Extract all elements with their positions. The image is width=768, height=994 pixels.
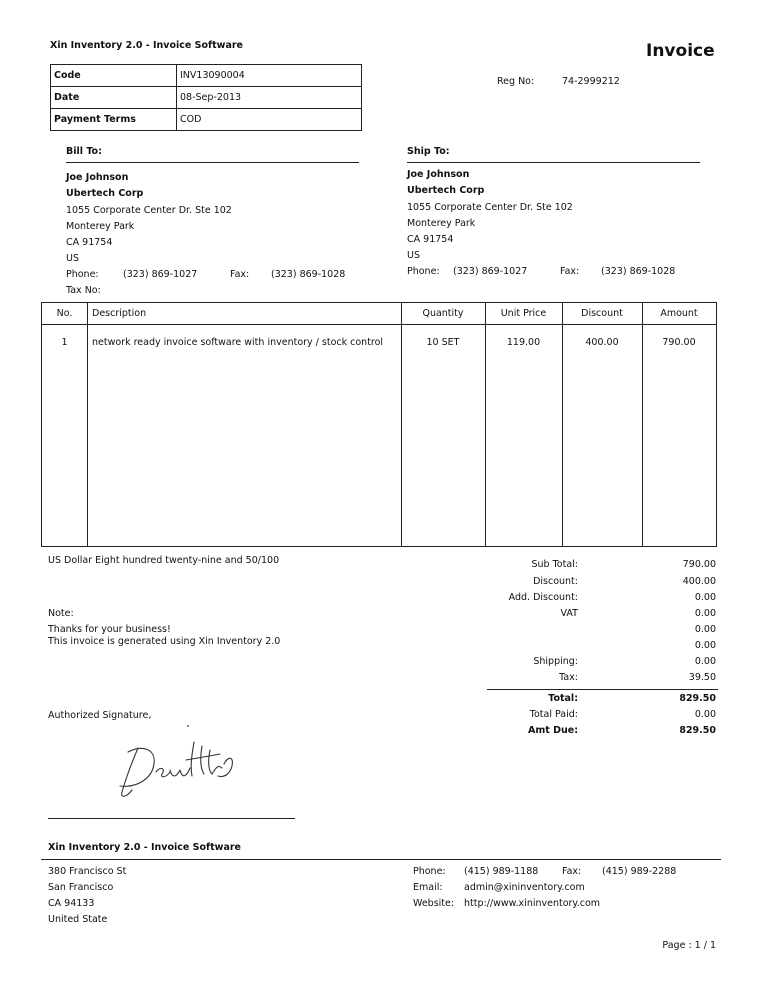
footer-state-zip: CA 94133 <box>48 898 95 909</box>
code-value: INV13090004 <box>177 65 362 87</box>
bill-to-city: Monterey Park <box>66 221 135 232</box>
date-label: Date <box>51 87 177 109</box>
total-value: 829.50 <box>679 693 716 704</box>
bill-to-country: US <box>66 253 79 264</box>
reg-no-value: 74-2999212 <box>562 76 620 87</box>
ship-to-phone: (323) 869-1027 <box>453 266 528 277</box>
note-line-1: Thanks for your business! <box>48 624 171 635</box>
footer-city: San Francisco <box>48 882 114 893</box>
header-quantity: Quantity <box>422 308 464 319</box>
shipping-value: 0.00 <box>694 656 716 667</box>
subtotal-label: Sub Total: <box>531 559 578 570</box>
row-discount: 400.00 <box>585 337 619 348</box>
footer-fax: (415) 989-2288 <box>602 866 677 877</box>
amount-due-value: 829.50 <box>679 725 716 736</box>
footer-company: Xin Inventory 2.0 - Invoice Software <box>48 842 242 853</box>
footer-website: http://www.xininventory.com <box>464 898 601 909</box>
bill-to-divider <box>66 162 359 163</box>
footer-website-label: Website: <box>413 898 455 909</box>
row-description: network ready invoice software with inventory / stock control <box>92 337 384 348</box>
vat-label: VAT <box>560 608 578 619</box>
note-label: Note: <box>48 608 74 619</box>
info-row-code <box>51 65 362 87</box>
amount-in-words: US Dollar Eight hundred twenty-nine and 50/100 <box>48 555 280 566</box>
bill-to-state-zip: CA 91754 <box>66 237 113 248</box>
payment-terms-value: COD <box>177 109 362 131</box>
discount-value: 400.00 <box>682 576 716 587</box>
footer-country: United State <box>48 914 108 925</box>
note-line-2: This invoice is generated using Xin Inventory 2.0 <box>48 636 281 647</box>
column-divider <box>87 303 88 546</box>
footer-address: 380 Francisco St <box>48 866 127 877</box>
total-label: Total: <box>548 693 578 704</box>
footer-email-label: Email: <box>413 882 443 893</box>
bill-to-fax-label: Fax: <box>230 269 250 280</box>
ship-to-country: US <box>407 250 420 261</box>
add-discount-label: Add. Discount: <box>508 592 578 603</box>
bill-to-tax-label: Tax No: <box>66 285 101 296</box>
code-label: Code <box>51 65 177 87</box>
vat-value: 0.00 <box>694 608 716 619</box>
app-title: Xin Inventory 2.0 - Invoice Software <box>50 40 244 51</box>
total-paid-label: Total Paid: <box>529 709 578 720</box>
discount-label: Discount: <box>533 576 578 587</box>
header-description: Description <box>92 308 147 319</box>
header-no: No. <box>56 308 73 319</box>
payment-terms-label: Payment Terms <box>51 109 177 131</box>
row-amount: 790.00 <box>662 337 696 348</box>
row-quantity: 10 SET <box>426 337 460 348</box>
header-amount: Amount <box>660 308 698 319</box>
totals-divider <box>487 689 718 690</box>
footer-fax-label: Fax: <box>562 866 582 877</box>
ship-to-city: Monterey Park <box>407 218 476 229</box>
footer-phone-label: Phone: <box>413 866 446 877</box>
amount-due-label: Amt Due: <box>528 725 578 736</box>
ship-to-company: Ubertech Corp <box>407 185 485 196</box>
invoice-title: Invoice <box>646 41 715 61</box>
tax-value: 39.50 <box>688 672 716 683</box>
footer-divider <box>41 859 721 860</box>
bill-to-fax: (323) 869-1028 <box>271 269 346 280</box>
row-unit-price: 119.00 <box>506 337 541 348</box>
bill-to-phone-label: Phone: <box>66 269 99 280</box>
page-number: Page : 1 / 1 <box>662 940 716 951</box>
bill-to-company: Ubertech Corp <box>66 188 144 199</box>
ship-to-fax-label: Fax: <box>560 266 580 277</box>
info-row-payment-terms <box>51 109 362 131</box>
bill-to-heading: Bill To: <box>66 146 102 157</box>
footer-email: admin@xininventory.com <box>464 882 585 893</box>
ship-to-phone-label: Phone: <box>407 266 440 277</box>
footer-phone: (415) 989-1188 <box>464 866 539 877</box>
row-no: 1 <box>61 337 68 348</box>
header-unit-price: Unit Price <box>500 308 547 319</box>
subtotal-value: 790.00 <box>682 559 716 570</box>
invoice-info-table <box>50 64 362 131</box>
table-header-divider <box>42 324 716 325</box>
header-discount: Discount <box>581 308 623 319</box>
ship-to-heading: Ship To: <box>407 146 450 157</box>
extra-charge-value: 0.00 <box>694 624 716 635</box>
tax-label: Tax: <box>559 672 578 683</box>
ship-to-address: 1055 Corporate Center Dr. Ste 102 <box>407 202 573 213</box>
ship-to-state-zip: CA 91754 <box>407 234 454 245</box>
bill-to-name: Joe Johnson <box>66 172 129 183</box>
info-row-date <box>51 87 362 109</box>
bill-to-phone: (323) 869-1027 <box>123 269 198 280</box>
signature-label: Authorized Signature, <box>48 710 152 721</box>
reg-no-label: Reg No: <box>497 76 535 87</box>
total-paid-value: 0.00 <box>694 709 716 720</box>
bill-to-address: 1055 Corporate Center Dr. Ste 102 <box>66 205 232 216</box>
add-discount-value: 0.00 <box>694 592 716 603</box>
ship-to-divider <box>407 162 700 163</box>
shipping-label: Shipping: <box>533 656 578 667</box>
extra-charge-value: 0.00 <box>694 640 716 651</box>
handwritten-signature <box>110 720 250 810</box>
date-value: 08-Sep-2013 <box>177 87 362 109</box>
ship-to-fax: (323) 869-1028 <box>601 266 676 277</box>
signature-line <box>48 818 295 819</box>
ship-to-name: Joe Johnson <box>407 169 470 180</box>
line-items-table <box>41 302 717 547</box>
